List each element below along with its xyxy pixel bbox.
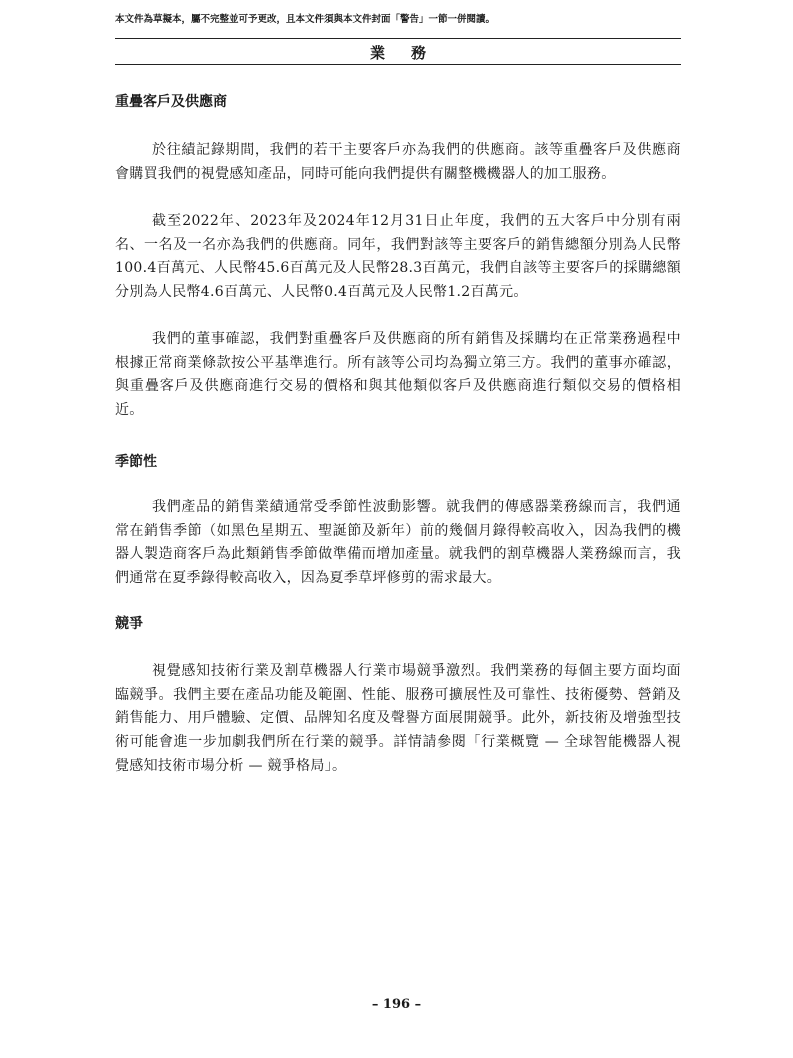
section-title: 業務 xyxy=(369,44,452,62)
heading-competition: 競爭 xyxy=(115,616,143,632)
page-number: – 196 – xyxy=(371,997,422,1012)
header-top-rule xyxy=(115,38,681,39)
paragraph-overlap-directors: 我們的董事確認，我們對重疊客戶及供應商的所有銷售及採購均在正常業務過程中根據正常商業條款按公平基準進行。所有該等公司均為獨立第三方。我們的董事亦確認，與重疊客戶及供應商進行交易的價格和與其他類似客戶及供應商進行類似交易的價格相近。 xyxy=(115,331,681,419)
paragraph-seasonality: 我們產品的銷售業績通常受季節性波動影響。就我們的傳感器業務線而言，我們通常在銷售季節（如黑色星期五、聖誕節及新年）前的幾個月錄得較高收入，因為我們的機器人製造商客戶為此類銷售季節做準備而增加產量。就我們的割草機器人業務線而言，我們通常在夏季錄得較高收入，因為夏季草坪修剪的需求最大。 xyxy=(115,499,681,587)
paragraph-overlap-figures: 截至2022年、2023年及2024年12月31日止年度，我們的五大客戶中分別有兩名、一名及一名亦為我們的供應商。同年，我們對該等主要客戶的銷售總額分別為人民幣100.4百萬元、人民幣45.6百萬元及人民幣28.3百萬元，我們自該等主要客戶的採購總額分別為人民幣4.6百萬元、人民幣0.4百萬元及人民幣1.2百萬元。 xyxy=(115,213,681,301)
draft-disclaimer: 本文件為草擬本，屬不完整並可予更改，且本文件須與本文件封面「警告」一節一併閱讀。 xyxy=(115,14,496,25)
paragraph-overlap-intro: 於往績記錄期間，我們的若干主要客戶亦為我們的供應商。該等重疊客戶及供應商會購買我們的視覺感知產品，同時可能向我們提供有關整機機器人的加工服務。 xyxy=(115,142,681,182)
paragraph-competition: 視覺感知技術行業及割草機器人行業市場競爭激烈。我們業務的每個主要方面均面臨競爭。我們主要在產品功能及範圍、性能、服務可擴展性及可靠性、技術優勢、營銷及銷售能力、用戶體驗、定價、品牌知名度及聲譽方面展開競爭。此外，新技術及增強型技術可能會進一步加劇我們所在行業的競爭。詳情請參閱「行業概覽 — 全球智能機器人視覺感知技術市場分析 — 競爭格局」。 xyxy=(115,663,681,774)
heading-overlapping-customers-suppliers: 重疊客戶及供應商 xyxy=(115,94,227,110)
heading-seasonality: 季節性 xyxy=(115,454,157,470)
header-bottom-rule xyxy=(115,64,681,65)
